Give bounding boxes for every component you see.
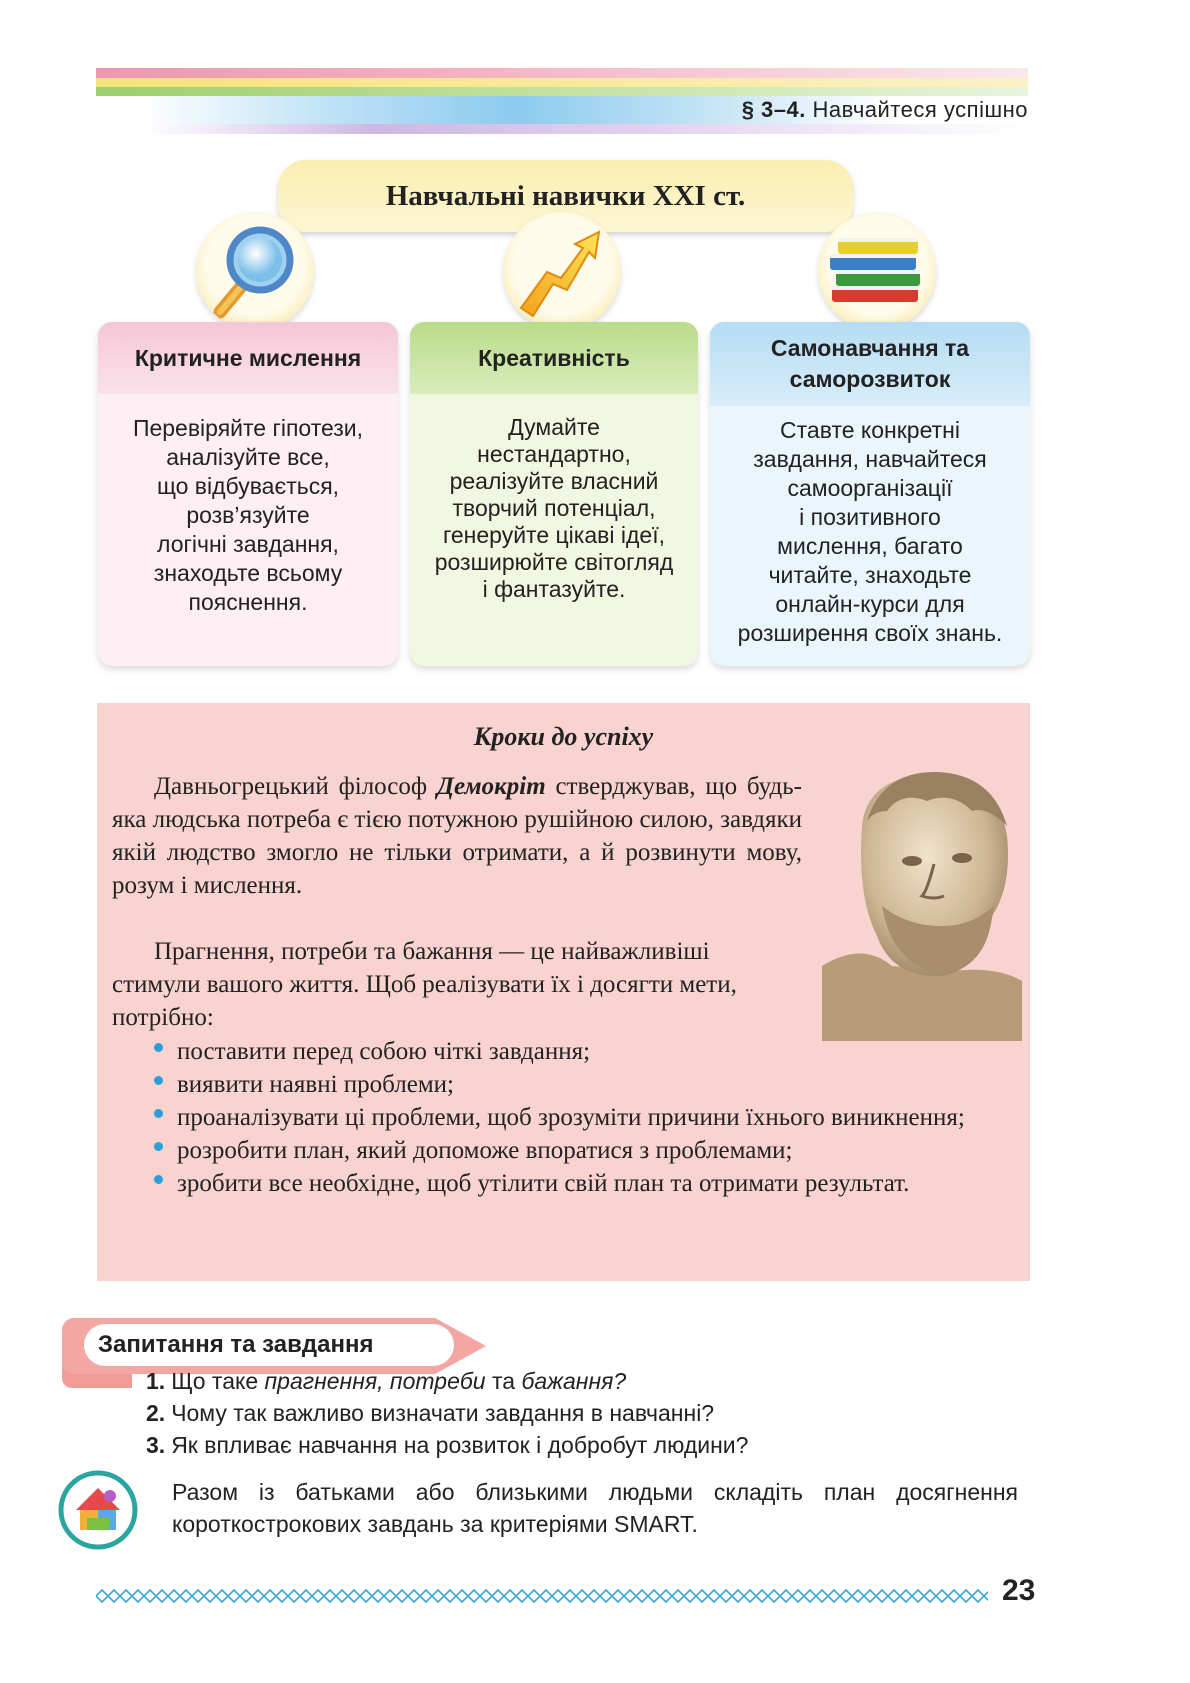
header-band-violet bbox=[96, 124, 1028, 134]
skill-line: самоорганізації bbox=[787, 475, 953, 501]
skill-card-self-learning bbox=[710, 322, 1030, 666]
question-number: 1. bbox=[146, 1368, 166, 1394]
skill-line: завдання, навчайтеся bbox=[753, 446, 987, 472]
bullet-icon bbox=[154, 1142, 163, 1151]
question-item bbox=[146, 1429, 748, 1461]
list-item-text: виявити наявні проблеми; bbox=[177, 1071, 454, 1098]
question-text: Як впливає навчання на розвиток і добробут людини? bbox=[171, 1432, 749, 1458]
skill-line: і фантазуйте. bbox=[482, 576, 626, 602]
bullet-icon bbox=[154, 1109, 163, 1118]
bullet-icon bbox=[154, 1175, 163, 1184]
skill-line: пояснення. bbox=[188, 589, 308, 615]
skill-line: генеруйте цікаві ідеї, bbox=[443, 522, 665, 548]
question-text: Чому так важливо визначати завдання в навчанні? bbox=[171, 1400, 715, 1426]
skill-line: творчий потенціал, bbox=[452, 495, 656, 521]
lightning-arrow-icon bbox=[503, 212, 621, 330]
motivation-paragraph: Прагнення, потреби та бажання — це найважливіші стимули вашого життя. Щоб реалізувати їх і досягти мети, потрібно: bbox=[112, 938, 737, 1031]
question-number: 2. bbox=[146, 1400, 166, 1426]
skill-line: розширення своїх знань. bbox=[737, 620, 1003, 646]
header-band-pink bbox=[96, 68, 1028, 78]
section-title: Навчайтеся успішно bbox=[812, 97, 1028, 122]
question-item bbox=[146, 1397, 748, 1429]
skill-line: розв’язуйте bbox=[186, 502, 310, 528]
philosopher-name: Демокріт bbox=[436, 773, 546, 800]
footer-decoration bbox=[96, 1588, 988, 1604]
bullet-icon bbox=[154, 1076, 163, 1085]
skill-line: Ставте конкретні bbox=[780, 417, 960, 443]
skill-line: Перевіряйте гіпотези, bbox=[132, 415, 364, 441]
steps-list bbox=[112, 1035, 1022, 1200]
skill-line: що відбувається, bbox=[156, 473, 340, 499]
questions-heading: Запитання та завдання bbox=[84, 1324, 454, 1366]
skill-card-creativity bbox=[410, 322, 698, 666]
skill-description bbox=[98, 394, 398, 617]
list-item-text: поставити перед собою чіткі завдання; bbox=[177, 1038, 591, 1065]
democritus-bust-image bbox=[822, 766, 1022, 1041]
skill-line: онлайн-курси для bbox=[775, 591, 965, 617]
skill-line: мислення, багато bbox=[777, 533, 963, 559]
question-emphasis: прагнення, потреби bbox=[264, 1368, 486, 1394]
family-task-text: Разом із батьками або близькими людьми складіть план досягнення короткострокових завдань за критеріями SMART. bbox=[172, 1479, 1018, 1537]
list-item bbox=[112, 1134, 1022, 1167]
question-text: Що таке bbox=[171, 1368, 265, 1394]
skill-heading-line: Самонавчання та bbox=[770, 335, 970, 361]
skill-line: нестандартно, bbox=[477, 441, 631, 467]
steps-title: Кроки до успіху bbox=[473, 722, 654, 751]
skill-card-critical-thinking bbox=[98, 322, 398, 666]
skill-description bbox=[710, 406, 1030, 648]
page-number: 23 bbox=[1002, 1574, 1036, 1607]
header-band-yellow bbox=[96, 78, 1028, 87]
skill-line: розширюйте світогляд bbox=[434, 549, 674, 575]
header-band-green bbox=[96, 87, 1028, 96]
skill-heading: Креативність bbox=[410, 322, 698, 394]
skill-heading-line: саморозвиток bbox=[789, 366, 951, 392]
para-text: Давньогрецький філософ bbox=[154, 773, 437, 800]
section-number: § 3–4. bbox=[741, 97, 806, 122]
family-task-icon bbox=[58, 1470, 138, 1550]
question-emphasis: бажання? bbox=[521, 1368, 627, 1394]
running-header bbox=[742, 97, 1028, 123]
list-item-text: проаналізувати ці проблеми, щоб зрозуміти причини їхнього виникнення; bbox=[177, 1104, 965, 1131]
skill-heading: Критичне мислення bbox=[98, 322, 398, 394]
skill-line: і позитивного bbox=[799, 504, 941, 530]
skill-description bbox=[410, 394, 698, 603]
bullet-icon bbox=[154, 1043, 163, 1052]
skill-line: знаходьте всьому bbox=[153, 560, 343, 586]
list-item bbox=[112, 1167, 1022, 1200]
skill-line: реалізуйте власний bbox=[449, 468, 659, 494]
para-text: стверджував, що будь-яка людська потреба є тією потужною рушійною силою, завдяки якій людство змогло не тільки отримати, а й розвинути мову, розум і мислення. bbox=[112, 773, 802, 899]
list-item bbox=[112, 1068, 1022, 1101]
skills-title: Навчальні навички XXI ст. bbox=[278, 160, 853, 232]
question-item bbox=[146, 1365, 748, 1397]
skill-line: Думайте bbox=[508, 414, 600, 440]
question-text: та bbox=[485, 1368, 522, 1394]
skill-line: аналізуйте все, bbox=[166, 444, 330, 470]
skill-line: читайте, знаходьте bbox=[768, 562, 972, 588]
skill-line: логічні завдання, bbox=[157, 531, 339, 557]
books-icon bbox=[818, 212, 936, 330]
list-item bbox=[112, 1101, 1022, 1134]
democritus-paragraph bbox=[112, 770, 802, 902]
question-number: 3. bbox=[146, 1432, 166, 1458]
magnifier-icon bbox=[196, 212, 314, 330]
skill-heading bbox=[710, 322, 1030, 406]
list-item-text: зробити все необхідне, щоб утілити свій план та отримати результат. bbox=[177, 1170, 910, 1197]
questions-list bbox=[146, 1365, 748, 1461]
list-item-text: розробити план, який допоможе впоратися з проблемами; bbox=[177, 1137, 793, 1164]
